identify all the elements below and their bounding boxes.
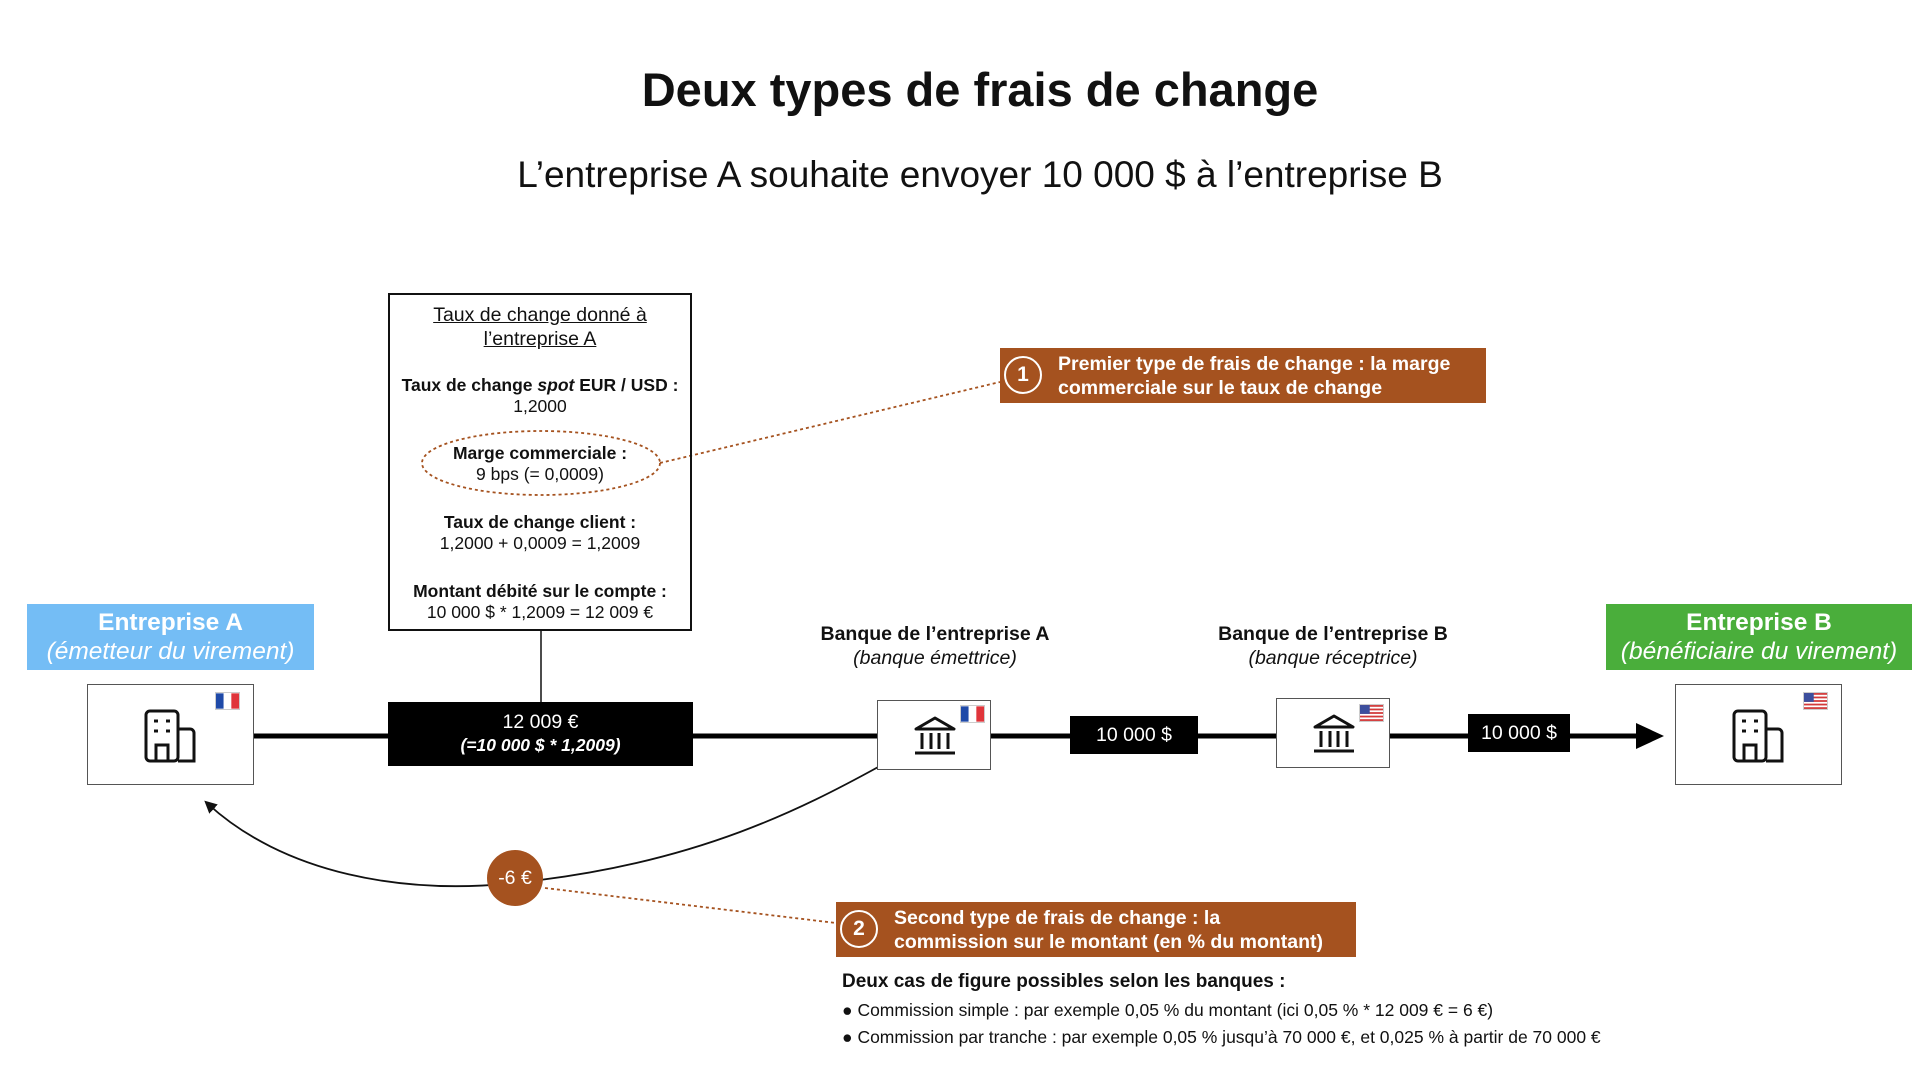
entreprise-b-box (1675, 684, 1842, 785)
debit-group (390, 581, 690, 623)
entreprise-a-name: Entreprise A (98, 609, 243, 636)
banque-a-role: (banque émettrice) (853, 647, 1017, 669)
entreprise-a-box (87, 684, 254, 785)
marge-group (390, 443, 690, 485)
client-rate-value: 1,2000 + 0,0009 = 1,2009 (439, 533, 641, 553)
amount-usd-pill-2: 10 000 $ (1468, 714, 1570, 752)
flag-usa-icon (1803, 692, 1828, 710)
banque-b-role: (banque réceptrice) (1248, 647, 1418, 669)
amount-eur-detail: (=10 000 $ * 1,2009) (460, 735, 621, 755)
amount-eur: 12 009 € (502, 711, 579, 733)
bullet-icon: ● (842, 1027, 858, 1047)
debit-value: 10 000 $ * 1,2009 = 12 009 € (426, 602, 654, 622)
building-icon (1730, 707, 1788, 765)
marge-label: Marge commerciale : (452, 443, 628, 463)
banque-b-name: Banque de l’entreprise B (1218, 623, 1448, 645)
flag-usa-icon (1359, 704, 1384, 722)
rate-box-title: Taux de change donné à l’entreprise A (433, 304, 647, 350)
list-item (842, 1024, 1902, 1051)
banque-a-label (780, 622, 1090, 670)
callout-2-text (894, 906, 1323, 954)
flow-arrow-head (1636, 723, 1664, 749)
spot-label-suffix: EUR / USD : (574, 375, 679, 395)
list-item-text: Commission simple : par exemple 0,05 % du montant (ici 0,05 % * 12 009 € = 6 €) (857, 1000, 1494, 1020)
callout-1-number: 1 (1004, 356, 1042, 394)
marge-value: 9 bps (= 0,0009) (476, 464, 604, 484)
entreprise-a-role: (émetteur du virement) (46, 638, 295, 665)
entreprise-b-name: Entreprise B (1686, 609, 1832, 636)
banque-b-label (1178, 622, 1488, 670)
building-icon (142, 707, 200, 765)
callout-1-text (1058, 352, 1450, 400)
spot-rate-value: 1,2000 (513, 396, 567, 416)
entreprise-b-label (1606, 604, 1912, 670)
callout-2 (836, 902, 1356, 957)
exchange-rate-box (388, 293, 692, 631)
spot-label-italic: spot (537, 375, 575, 395)
amount-usd-pill-1: 10 000 $ (1070, 716, 1198, 754)
banque-a-box (877, 700, 991, 770)
spot-rate-label (390, 375, 690, 396)
callout-1 (1000, 348, 1486, 403)
client-rate-label: Taux de change client : (443, 512, 637, 532)
fee-cases-heading: Deux cas de figure possibles selon les banques : (842, 971, 1286, 992)
flag-france-icon (215, 692, 240, 710)
spot-rate-group (390, 375, 690, 417)
callout-2-line2: commission sur le montant (en % du montant) (894, 931, 1324, 953)
flag-france-icon (960, 705, 985, 723)
list-item (842, 997, 1902, 1024)
callout-2-leader (545, 888, 836, 923)
client-rate-group (390, 512, 690, 554)
banque-b-box (1276, 698, 1390, 768)
callout-1-line1: Premier type de frais de change : la marge (1058, 353, 1451, 375)
callout-1-leader (660, 382, 1000, 463)
entreprise-a-label (27, 604, 314, 670)
page-subtitle: L’entreprise A souhaite envoyer 10 000 $ à l’entreprise B (517, 154, 1443, 195)
callout-1-line2: commerciale sur le taux de change (1058, 377, 1383, 399)
debit-label: Montant débité sur le compte : (413, 581, 667, 601)
fee-return-curve (208, 766, 880, 886)
callout-2-line1: Second type de frais de change : la (894, 907, 1221, 929)
page-title: Deux types de frais de change (641, 63, 1319, 116)
bank-icon (912, 713, 958, 759)
bullet-icon: ● (842, 1000, 858, 1020)
bank-icon (1311, 711, 1357, 757)
callout-2-number: 2 (840, 910, 878, 948)
fee-circle: -6 € (487, 850, 543, 906)
spot-label-prefix: Taux de change (401, 375, 538, 395)
list-item-text: Commission par tranche : par exemple 0,05 % jusqu’à 70 000 €, et 0,025 % à partir de 70 000 € (857, 1027, 1601, 1047)
fee-cases (842, 967, 1902, 1051)
amount-eur-pill (388, 702, 693, 766)
entreprise-b-role: (bénéficiaire du virement) (1620, 638, 1898, 665)
banque-a-name: Banque de l’entreprise A (820, 623, 1050, 645)
